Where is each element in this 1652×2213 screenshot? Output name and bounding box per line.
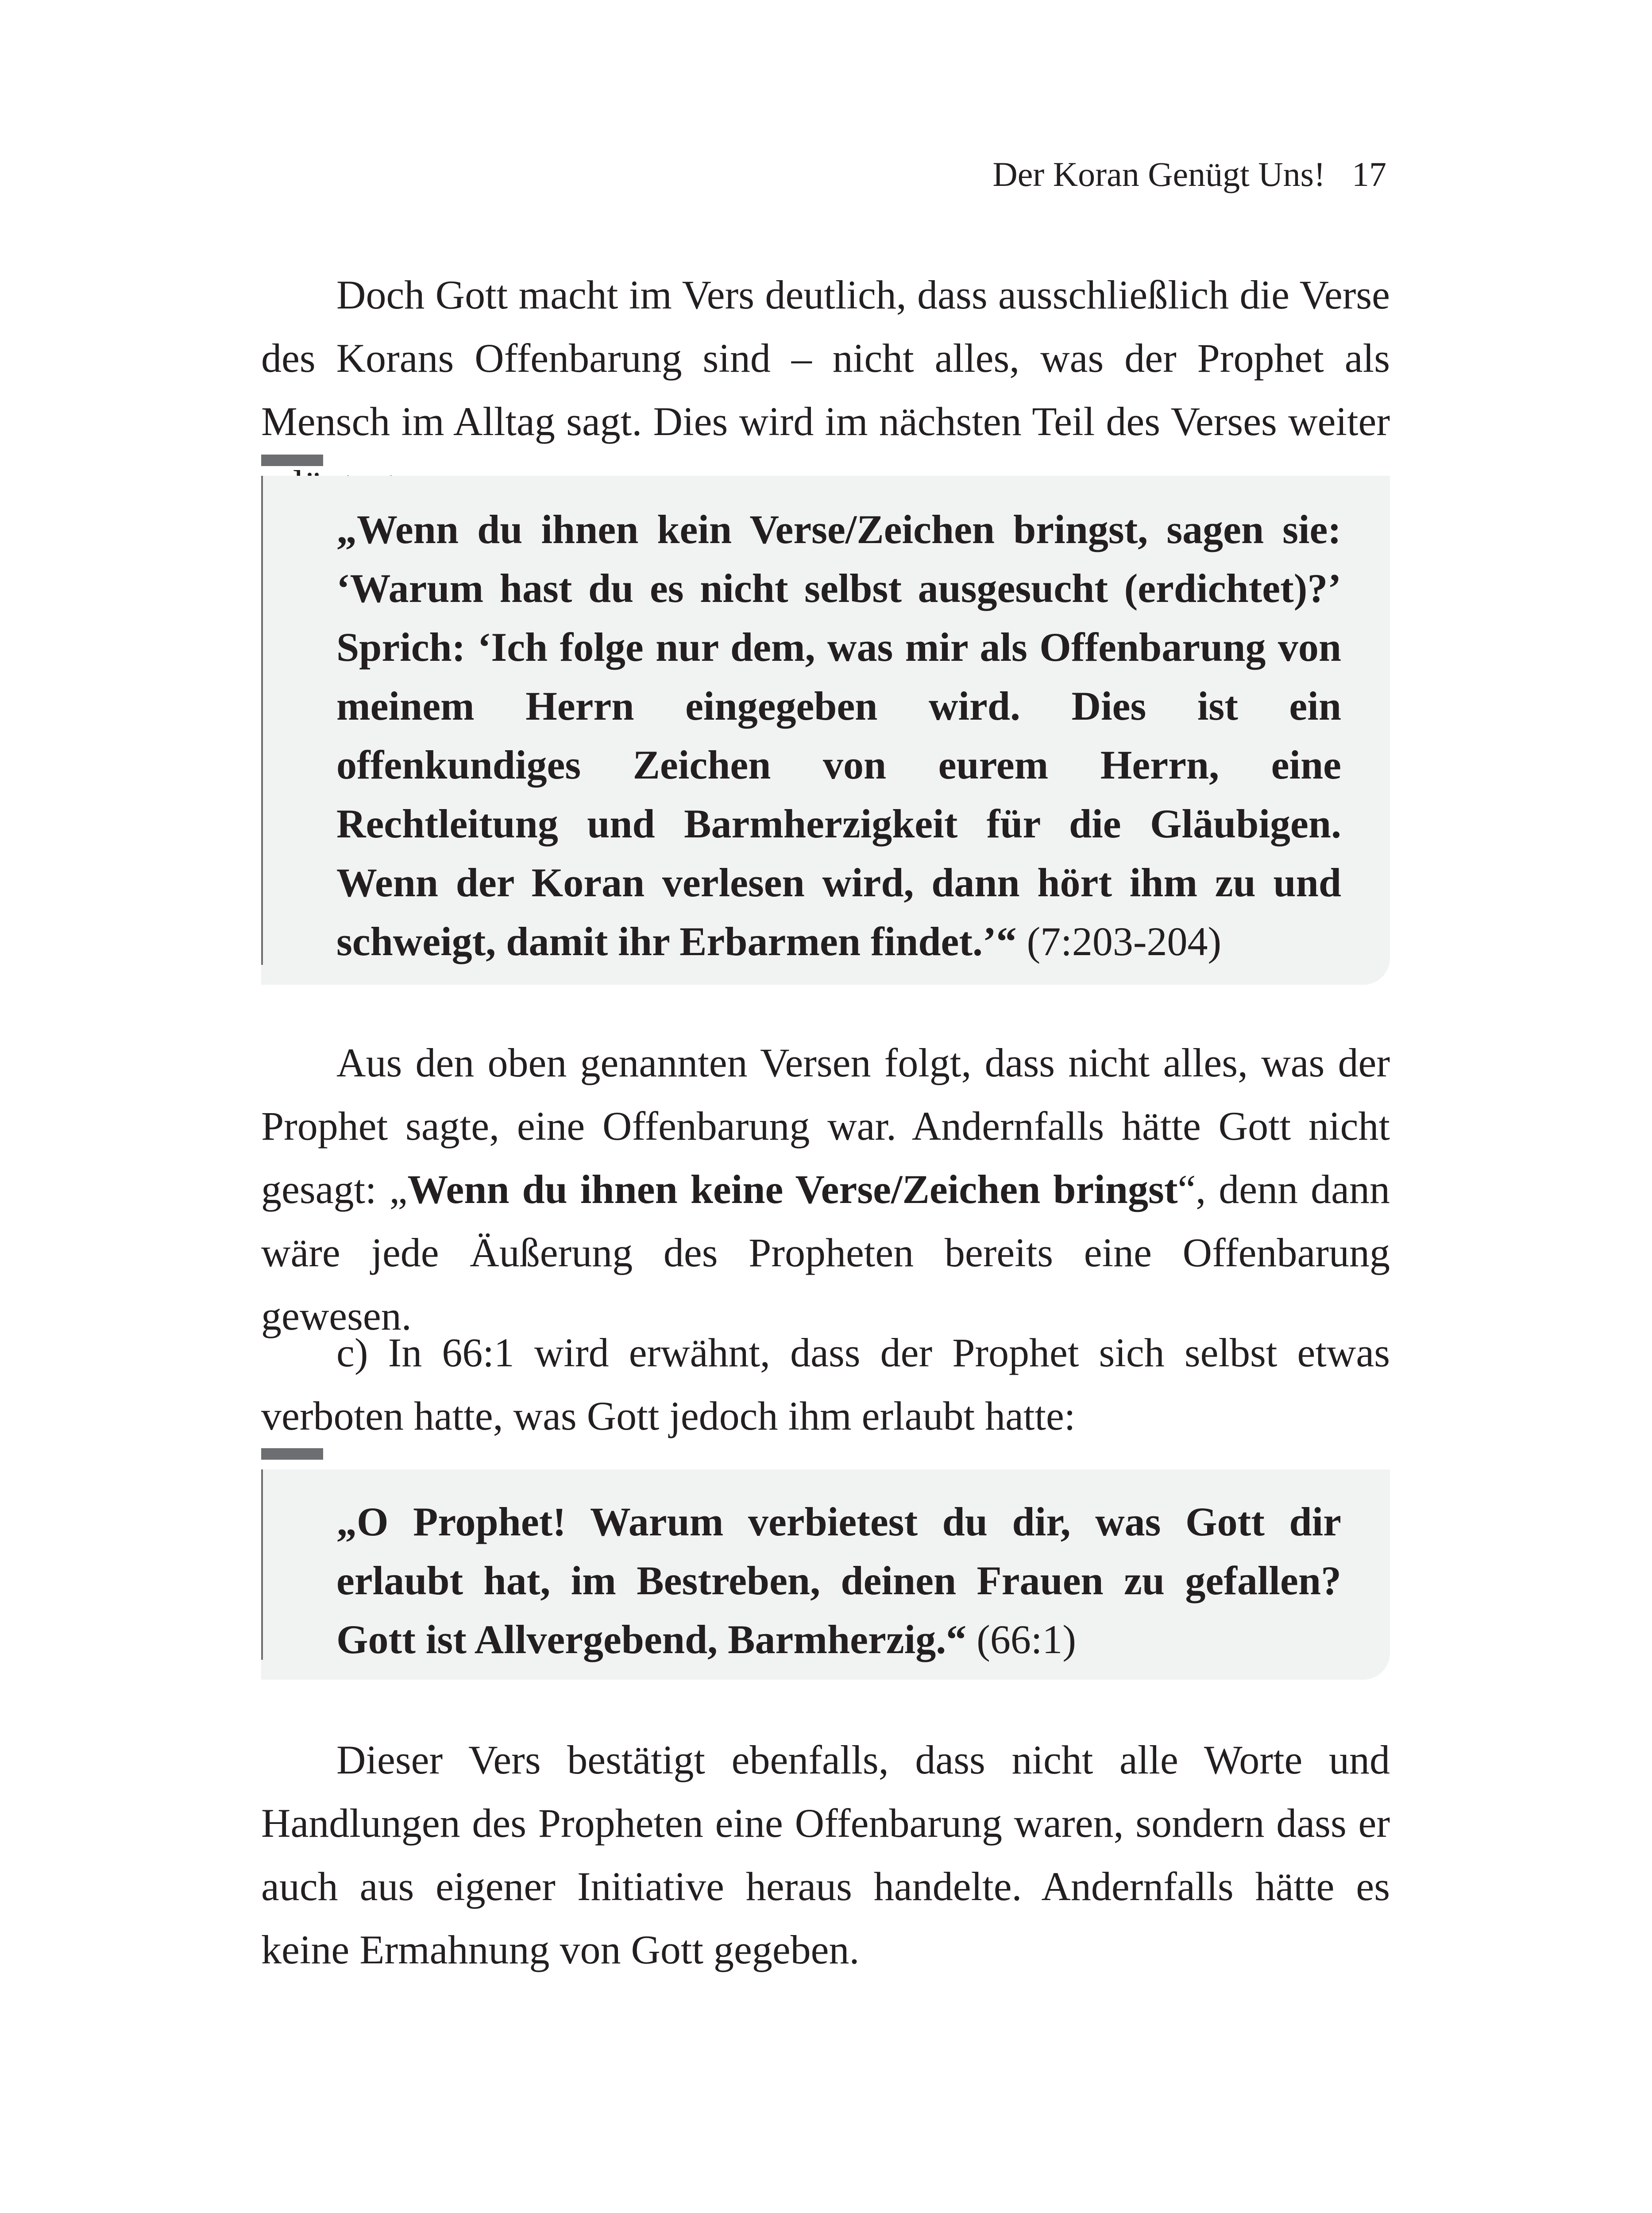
paragraph-final-text: Dieser Vers bestätigt ebenfalls, dass nicht alle Worte und Handlungen des Propheten eine Offenbarung waren, sondern dass er auch aus eigener Initiative heraus handelte. Andernfalls hätte es keine Ermahnung von Gott gegeben. [261, 1737, 1390, 1972]
paragraph-point-c [261, 1321, 1390, 1448]
quote-left-rule [261, 476, 263, 965]
quote-marker-tab [261, 455, 323, 466]
paragraph-conclusion-quote: Wenn du ihnen keine Verse/Zeichen bringst [407, 1167, 1178, 1212]
quote-marker-tab [261, 1448, 323, 1460]
running-header [992, 157, 1386, 192]
quote-reference: (7:203-204) [1027, 919, 1222, 964]
quote-text-66-1 [336, 1492, 1341, 1669]
paragraph-conclusion-lead: gesagt: „ [261, 1167, 408, 1212]
quote-box-66-1 [261, 1469, 1390, 1680]
paragraph-final [261, 1728, 1390, 1982]
paragraph-point-c-text: c) In 66:1 wird erwähnt, dass der Prophet sich selbst etwas verboten hatte, was Gott jedoch ihm erlaubt hatte: [261, 1330, 1390, 1438]
quote-reference: (66:1) [977, 1617, 1077, 1662]
paragraph-conclusion-tail: “, denn dann wäre jede Äußerung des Propheten bereits eine Offenbarung gewesen. [261, 1167, 1390, 1338]
quote-verse-text: „Wenn du ihnen kein Verse/Zeichen bringst, sagen sie: ‘Warum hast du es nicht selbst ausgesucht (erdichtet)?’ Sprich: ‘Ich folge nur dem, was mir als Offenbarung von meinem Herrn eingegeben wird. Dies ist ein offenkundiges Zeichen von eurem Herrn, eine Rechtleitung und Barmherzigkeit für die Gläubigen. Wenn der Koran verlesen wird, dann hört ihm zu und schweigt, damit ihr Erbarmen findet.’“ [336, 507, 1341, 964]
quote-left-rule [261, 1469, 263, 1660]
quote-verse-text: „O Prophet! Warum verbietest du dir, was Gott dir erlaubt hat, im Bestreben, deinen Frauen zu gefallen? Gott ist Allvergebend, Barmherzig.“ [336, 1499, 1341, 1662]
paragraph-conclusion-text: Aus den oben genannten Versen folgt, dass nicht alles, was der Prophet sagte, eine Offenbarung war. Andernfalls hätte Gott nicht [261, 1040, 1390, 1149]
paragraph-conclusion [261, 1031, 1390, 1348]
quote-text-7-203 [336, 500, 1341, 971]
page-number: 17 [1352, 155, 1386, 193]
quote-box-7-203 [261, 476, 1390, 985]
paragraph-intro-text: Doch Gott macht im Vers deutlich, dass ausschließlich die Verse des Korans Offenbarung sind – nicht alles, was der Prophet als Mensch im Alltag sagt. Dies wird im nächsten Teil des Verses weiter [261, 272, 1390, 444]
running-header-title: Der Koran Genügt Uns! [992, 155, 1325, 193]
